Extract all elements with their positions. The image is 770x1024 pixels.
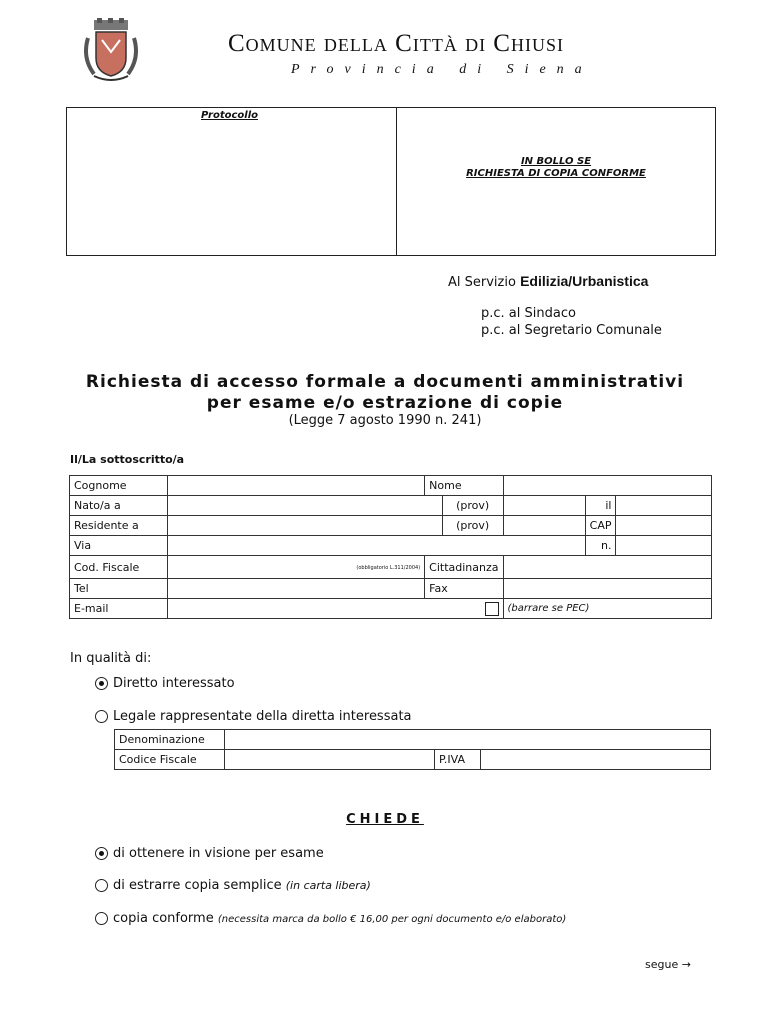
- option-label: di ottenere in visione per esame: [113, 846, 324, 861]
- cognome-field[interactable]: [168, 476, 425, 496]
- table-row: [70, 579, 712, 599]
- civic-number-label: n.: [585, 536, 616, 556]
- nato-label: Nato/a a: [70, 496, 168, 516]
- cod-fiscale-field[interactable]: [168, 556, 425, 579]
- residente-label: Residente a: [70, 516, 168, 536]
- option-note: (in carta libera): [285, 879, 371, 892]
- protocollo-label: Protocollo: [201, 110, 258, 121]
- prov-label: (prov): [442, 516, 503, 536]
- residente-field[interactable]: [168, 516, 443, 536]
- table-row: [70, 496, 712, 516]
- chiede-heading: CHIEDE: [346, 812, 424, 827]
- prov-label: (prov): [442, 496, 503, 516]
- table-row: [70, 516, 712, 536]
- bollo-line-1: IN BOLLO SE: [520, 156, 592, 167]
- segue-label: segue →: [645, 958, 691, 971]
- cc-segretario: p.c. al Segretario Comunale: [481, 323, 662, 338]
- addressee-prefix: Al Servizio: [448, 275, 521, 290]
- obbligatorio-note: (obbligatorio L.311/2004): [356, 565, 421, 571]
- radio-unselected-icon[interactable]: [95, 912, 108, 925]
- via-label: Via: [70, 536, 168, 556]
- addressee-service: Edilizia/Urbanistica: [520, 273, 649, 289]
- radio-unselected-icon[interactable]: [95, 879, 108, 892]
- cittadinanza-field[interactable]: [503, 556, 712, 579]
- table-row: [115, 750, 711, 770]
- codice-fiscale-field[interactable]: [225, 750, 435, 770]
- cap-field[interactable]: [616, 516, 712, 536]
- cap-label: CAP: [585, 516, 616, 536]
- prov-field[interactable]: [503, 516, 585, 536]
- option-label: Legale rappresentate della diretta interessata: [113, 709, 412, 724]
- nato-field[interactable]: [168, 496, 443, 516]
- fax-field[interactable]: [503, 579, 712, 599]
- table-row: [70, 536, 712, 556]
- sottoscritto-label: Il/La sottoscritto/a: [70, 453, 185, 466]
- denominazione-label: Denominazione: [115, 730, 225, 750]
- request-title-line1: Richiesta di accesso formale a documenti amministrativi: [85, 372, 685, 392]
- pec-checkbox[interactable]: [485, 602, 499, 616]
- option-copia-conforme[interactable]: [95, 911, 566, 926]
- cognome-label: Cognome: [70, 476, 168, 496]
- protocol-box: [66, 107, 716, 256]
- province-subtitle: Provincia di Siena: [291, 62, 593, 77]
- bollo-note: [397, 156, 715, 180]
- request-title-line2: per esame e/o estrazione di copie: [206, 393, 564, 413]
- option-visione[interactable]: [95, 846, 324, 861]
- municipality-title: Comune della Città di Chiusi: [228, 30, 564, 57]
- option-legale-rappresentante[interactable]: [95, 709, 412, 724]
- option-label: copia conforme: [113, 911, 214, 926]
- personal-data-table: [69, 475, 712, 619]
- option-diretto-interessato[interactable]: [95, 676, 235, 691]
- via-field[interactable]: [168, 536, 585, 556]
- table-row: [70, 476, 712, 496]
- option-note: (necessita marca da bollo € 16,00 per ogni documento e/o elaborato): [217, 914, 567, 925]
- option-label: Diretto interessato: [113, 676, 235, 691]
- radio-selected-icon[interactable]: [95, 677, 108, 690]
- table-row: [115, 730, 711, 750]
- denominazione-field[interactable]: [225, 730, 711, 750]
- coat-of-arms-logo: [80, 18, 142, 84]
- nome-field[interactable]: [503, 476, 712, 496]
- table-row: [70, 556, 712, 579]
- civic-number-field[interactable]: [616, 536, 712, 556]
- cod-fiscale-label: Cod. Fiscale: [70, 556, 168, 579]
- tel-field[interactable]: [168, 579, 425, 599]
- date-field[interactable]: [616, 496, 712, 516]
- codice-fiscale-label: Codice Fiscale: [115, 750, 225, 770]
- cittadinanza-label: Cittadinanza: [425, 556, 503, 579]
- email-label: E-mail: [70, 599, 168, 619]
- cc-sindaco: p.c. al Sindaco: [481, 306, 576, 321]
- email-field[interactable]: [168, 599, 503, 619]
- radio-selected-icon[interactable]: [95, 847, 108, 860]
- qualita-label: In qualità di:: [70, 651, 152, 666]
- radio-unselected-icon[interactable]: [95, 710, 108, 723]
- tel-label: Tel: [70, 579, 168, 599]
- option-label: di estrarre copia semplice: [113, 878, 282, 893]
- il-label: il: [585, 496, 616, 516]
- prov-field[interactable]: [503, 496, 585, 516]
- table-row: [70, 599, 712, 619]
- nome-label: Nome: [425, 476, 503, 496]
- piva-label: P.IVA: [435, 750, 481, 770]
- option-copia-semplice[interactable]: [95, 878, 371, 893]
- company-table: [114, 729, 711, 770]
- pec-note: (barrare se PEC): [503, 599, 712, 619]
- law-reference: (Legge 7 agosto 1990 n. 241): [288, 413, 482, 428]
- addressee: [448, 273, 648, 290]
- fax-label: Fax: [425, 579, 503, 599]
- bollo-line-2: RICHIESTA DI COPIA CONFORME: [466, 168, 646, 179]
- piva-field[interactable]: [481, 750, 711, 770]
- box-divider: [396, 108, 397, 255]
